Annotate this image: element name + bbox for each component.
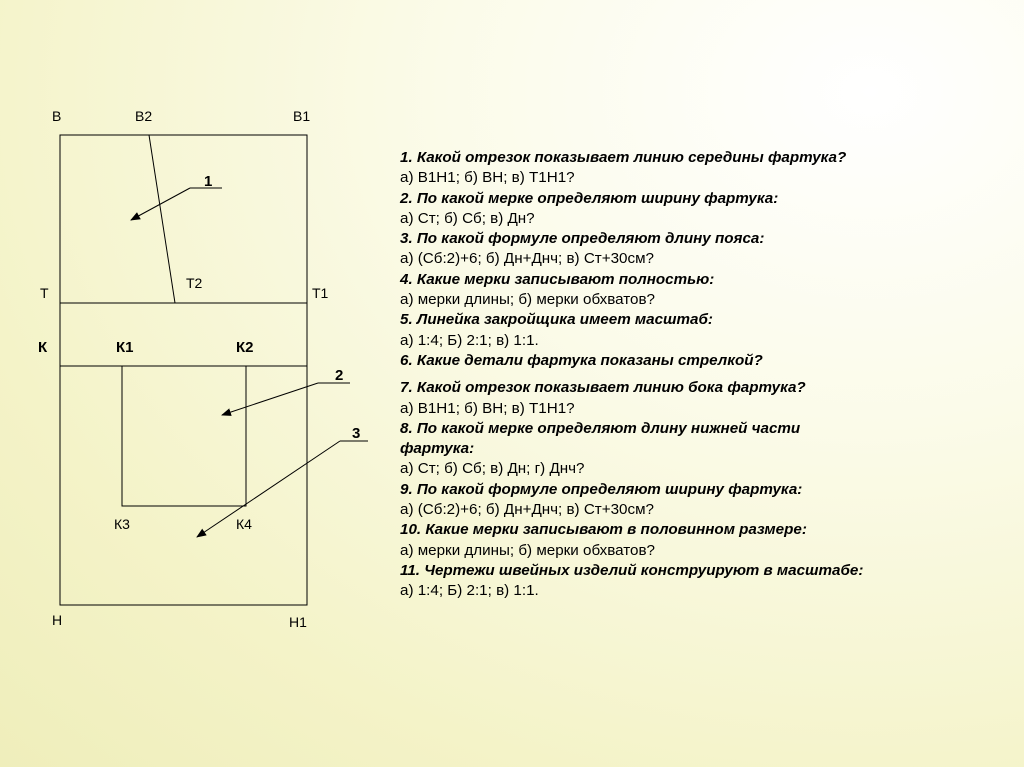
- part-number-2: 2: [335, 367, 344, 384]
- pocket-outline: [122, 366, 246, 506]
- question-10: 10. Какие мерки записывают в половинном размере:: [400, 521, 807, 539]
- point-label-b: В: [52, 108, 62, 124]
- answer-options-10: а) мерки длины; б) мерки обхватов?: [400, 541, 656, 559]
- bib-slant-line-b2-t2: [149, 135, 175, 303]
- question-11: 11. Чертежи швейных изделий конструируют в масштабе:: [400, 561, 864, 579]
- quiz-questions: [400, 148, 1010, 602]
- part-number-3: 3: [352, 425, 361, 442]
- answer-options-2: а) Ст; б) Сб; в) Дн?: [400, 209, 535, 227]
- question-6: 6. Какие детали фартука показаны стрелкой?: [400, 351, 763, 369]
- point-label-t2: Т2: [186, 275, 203, 291]
- point-label-k3: К3: [114, 516, 130, 532]
- arrow-part-2: [222, 383, 318, 415]
- answer-options-4: а) мерки длины; б) мерки обхватов?: [400, 291, 656, 309]
- point-label-h: Н: [52, 612, 63, 628]
- apron-pattern-diagram: [0, 0, 400, 767]
- question-9: 9. По какой формуле определяют ширину фартука:: [400, 480, 803, 498]
- part-number-1: 1: [204, 173, 213, 190]
- point-label-k4: К4: [236, 516, 252, 532]
- answer-options-3: а) (Сб:2)+6; б) Дн+Днч; в) Ст+30см?: [400, 250, 654, 268]
- point-label-k1: К1: [116, 339, 134, 356]
- arrow-part-1: [131, 188, 190, 220]
- point-label-k2: К2: [236, 339, 254, 356]
- question-7: 7. Какой отрезок показывает линию бока фартука?: [400, 379, 806, 397]
- apron-outline: [60, 135, 307, 605]
- point-label-t1: Т1: [312, 285, 329, 301]
- point-label-b2: В2: [135, 108, 153, 124]
- point-label-t: Т: [40, 285, 49, 301]
- point-label-k: К: [38, 339, 48, 356]
- answer-options-7: а) В1Н1; б) ВН; в) Т1Н1?: [400, 399, 575, 417]
- arrow-part-3: [197, 441, 340, 537]
- question-8-continued: фартука:: [400, 440, 475, 458]
- answer-options-11: а) 1:4; Б) 2:1; в) 1:1.: [400, 582, 539, 600]
- question-3: 3. По какой формуле определяют длину пояса:: [400, 230, 765, 248]
- answer-options-9: а) (Сб:2)+6; б) Дн+Днч; в) Ст+30см?: [400, 501, 654, 519]
- question-8: 8. По какой мерке определяют длину нижней части: [400, 419, 801, 437]
- answer-options-5: а) 1:4; Б) 2:1; в) 1:1.: [400, 331, 539, 349]
- question-5: 5. Линейка закройщика имеет масштаб:: [400, 311, 713, 329]
- question-1: 1. Какой отрезок показывает линию середины фартука?: [400, 149, 847, 166]
- answer-options-1: а) В1Н1; б) ВН; в) Т1Н1?: [400, 169, 575, 187]
- question-2: 2. По какой мерке определяют ширину фартука:: [400, 189, 779, 207]
- question-4: 4. Какие мерки записывают полностью:: [400, 270, 715, 288]
- point-label-h1: Н1: [289, 614, 307, 630]
- point-label-b1: В1: [293, 108, 311, 124]
- answer-options-8: а) Ст; б) Сб; в) Дн; г) Днч?: [400, 460, 585, 478]
